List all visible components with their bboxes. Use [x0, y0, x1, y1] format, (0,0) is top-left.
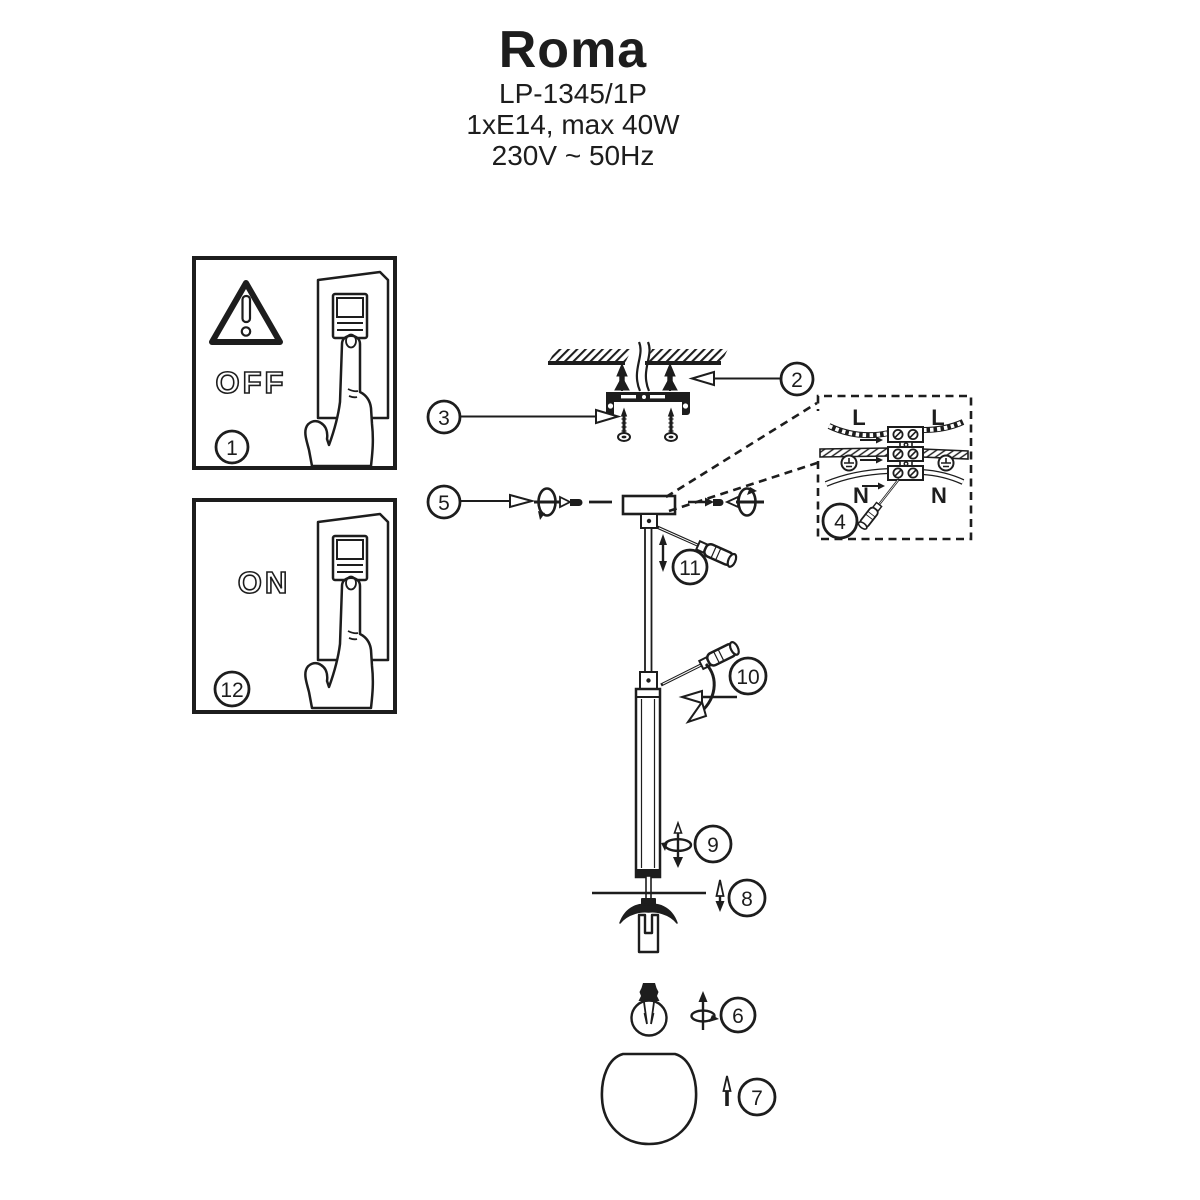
- insert-arrows: [860, 437, 885, 490]
- step-marker-9-group: [661, 823, 731, 868]
- live-label-right: L: [931, 405, 945, 430]
- step-marker-12: [215, 672, 249, 706]
- step-marker-3: [428, 401, 618, 433]
- wall-plug-left: [615, 364, 629, 391]
- step-marker-7-group: [724, 1076, 776, 1115]
- tube-section: [636, 641, 766, 877]
- ceiling-section: [428, 342, 813, 441]
- svg-text:6: 6: [732, 1005, 744, 1028]
- svg-text:2: 2: [791, 369, 803, 392]
- step-marker-5: [428, 486, 532, 518]
- light-bulb-icon: [632, 983, 667, 1036]
- lamp-socket: [639, 915, 658, 952]
- step-marker-6-group: [692, 991, 756, 1032]
- svg-text:7: 7: [751, 1087, 763, 1110]
- bulb-section: [632, 983, 756, 1036]
- wiring-detail-box: [818, 396, 971, 539]
- neutral-label-right: N: [931, 483, 947, 508]
- globe-section: [602, 1054, 775, 1144]
- svg-text:8: 8: [741, 888, 753, 911]
- detail-leader-lines: [666, 403, 817, 511]
- ceiling-wires: [637, 342, 650, 391]
- step-marker-2: [692, 363, 813, 395]
- step-marker-10-group: [658, 641, 766, 722]
- svg-text:5: 5: [438, 492, 450, 515]
- shade-holder-section: [592, 876, 765, 952]
- bracket-screw-left: [618, 409, 630, 441]
- step-marker-8-group: [716, 880, 766, 916]
- off-label: OFF: [215, 365, 287, 400]
- step-marker-1: [216, 431, 248, 463]
- product-lamp-spec: 1xE14, max 40W: [466, 109, 680, 140]
- shade-holder-wings: [620, 904, 677, 923]
- product-title: Roma: [498, 21, 648, 79]
- tube-cable-lock: [640, 672, 657, 689]
- neutral-label-left: N: [853, 483, 869, 508]
- live-label-left: L: [852, 405, 866, 430]
- product-model: LP-1345/1P: [499, 78, 647, 109]
- step-marker-11-group: [654, 521, 738, 584]
- suspension-cable: [645, 528, 652, 673]
- glass-globe: [602, 1054, 696, 1144]
- canopy-screw-left: [534, 489, 583, 521]
- svg-text:9: 9: [707, 834, 719, 857]
- svg-text:11: 11: [679, 557, 701, 580]
- wall-plug-right: [663, 364, 677, 391]
- svg-text:1: 1: [226, 437, 238, 460]
- ceiling-hatch-right: [645, 349, 728, 363]
- switch-on-panel: [194, 500, 395, 712]
- step-marker-4: [823, 504, 857, 538]
- ceiling-canopy: [623, 496, 675, 514]
- svg-text:12: 12: [220, 679, 244, 702]
- product-power-spec: 230V ~ 50Hz: [491, 140, 655, 171]
- warning-off-panel: [194, 258, 395, 468]
- mounting-bracket: [606, 392, 690, 415]
- svg-text:3: 3: [438, 407, 450, 430]
- svg-text:4: 4: [834, 511, 846, 534]
- canopy-cable-lock: [641, 514, 657, 528]
- svg-text:10: 10: [736, 666, 760, 689]
- pendant-tube: [636, 689, 660, 877]
- tube-screwdriver-icon: [658, 641, 741, 691]
- bracket-screw-right: [665, 409, 677, 441]
- ceiling-hatch-left: [548, 349, 632, 363]
- on-label: ON: [237, 565, 291, 600]
